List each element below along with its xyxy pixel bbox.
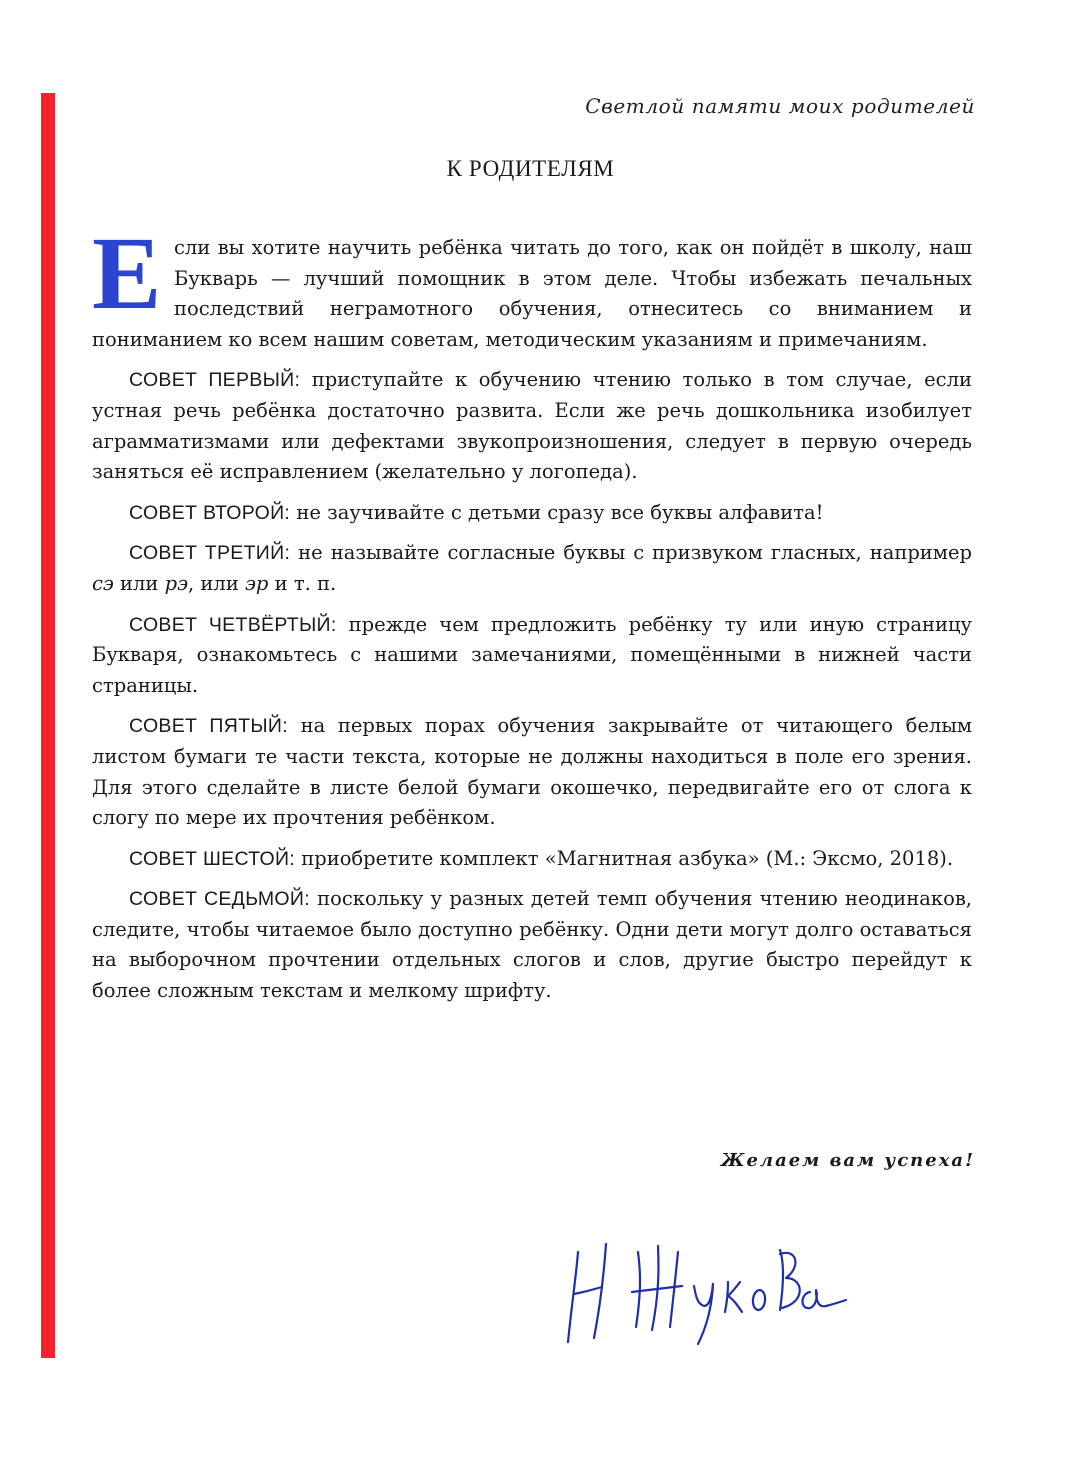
advice-text: поскольку у разных детей темп обучения чтению неодинаков, следите, чтобы читаемое было доступно ребёнку. Одни дети могут долго оставаться на выборочном прочтении отдельных слогов и слов, другие быстро перейдут к более сложным текстам и мелкому шрифту. — [92, 887, 972, 1003]
dedication: Светлой памяти моих родителей — [585, 94, 975, 118]
advice-text: не заучивайте с детьми сразу все буквы алфавита! — [290, 500, 824, 524]
main-text — [92, 216, 973, 1017]
drop-cap: Е — [92, 216, 162, 331]
advice-label: СОВЕТ ПЯТЫЙ: — [129, 715, 288, 738]
advice-label: СОВЕТ ТРЕТИЙ: — [129, 542, 291, 565]
advice-3 — [92, 538, 972, 599]
advice-1 — [92, 365, 972, 487]
signature-image — [548, 1232, 848, 1352]
advice-label: СОВЕТ ВТОРОЙ: — [129, 501, 291, 524]
advice-6 — [92, 844, 972, 875]
example-word: эр — [245, 571, 269, 595]
intro-paragraph — [92, 216, 972, 355]
page-title: К РОДИТЕЛЯМ — [446, 156, 615, 181]
example-word: рэ — [164, 571, 189, 595]
advice-text: или — [113, 571, 165, 595]
closing-wish: Желаем вам успеха! — [720, 1150, 975, 1171]
advice-2 — [92, 498, 972, 529]
advice-label: СОВЕТ ШЕСТОЙ: — [129, 847, 296, 870]
example-word: сэ — [92, 571, 114, 595]
advice-text: приобретите комплект «Магнитная азбука» (М.: Эксмо, 2018). — [295, 846, 954, 870]
advice-text: и т. п. — [268, 571, 337, 595]
advice-7 — [92, 884, 972, 1006]
advice-label: СОВЕТ ЧЕТВЁРТЫЙ: — [129, 613, 337, 636]
red-margin-bar — [41, 93, 55, 1358]
advice-text: , или — [188, 571, 246, 595]
advice-text: прежде чем предложить ребёнку ту или иную страницу Букваря, ознакомьтесь с нашими замечаниями, помещёнными в нижней части страницы. — [92, 612, 972, 697]
advice-label: СОВЕТ СЕДЬМОЙ: — [129, 888, 310, 911]
advice-text: не называйте согласные буквы с призвуком гласных, например — [290, 541, 972, 565]
advice-4 — [92, 610, 972, 702]
intro-text: сли вы хотите научить ребёнка читать до того, как он пойдёт в школу, наш Букварь — лучший помощник в этом деле. Чтобы избежать печальных последствий неграмотного обучения, отнеситесь со вниманием и пониманием ко всем нашим советам, методическим указаниям и примечаниям. — [92, 236, 972, 351]
advice-text: на первых порах обучения закрывайте от читающего белым листом бумаги те части текста, которые не должны находиться в поле его зрения. Для этого сделайте в листе белой бумаги окошечко, передвигайте его от слога к слогу по мере их прочтения ребёнком. — [92, 714, 973, 830]
advice-label: СОВЕТ ПЕРВЫЙ: — [129, 369, 301, 392]
advice-text: приступайте к обучению чтению только в том случае, если устная речь ребёнка достаточно развита. Если же речь дошкольника изобилует аграмматизмами или дефектами звукопроизношения, следует в первую очередь заняться её исправлением (желательно у логопеда). — [92, 368, 972, 484]
advice-5 — [92, 711, 972, 833]
